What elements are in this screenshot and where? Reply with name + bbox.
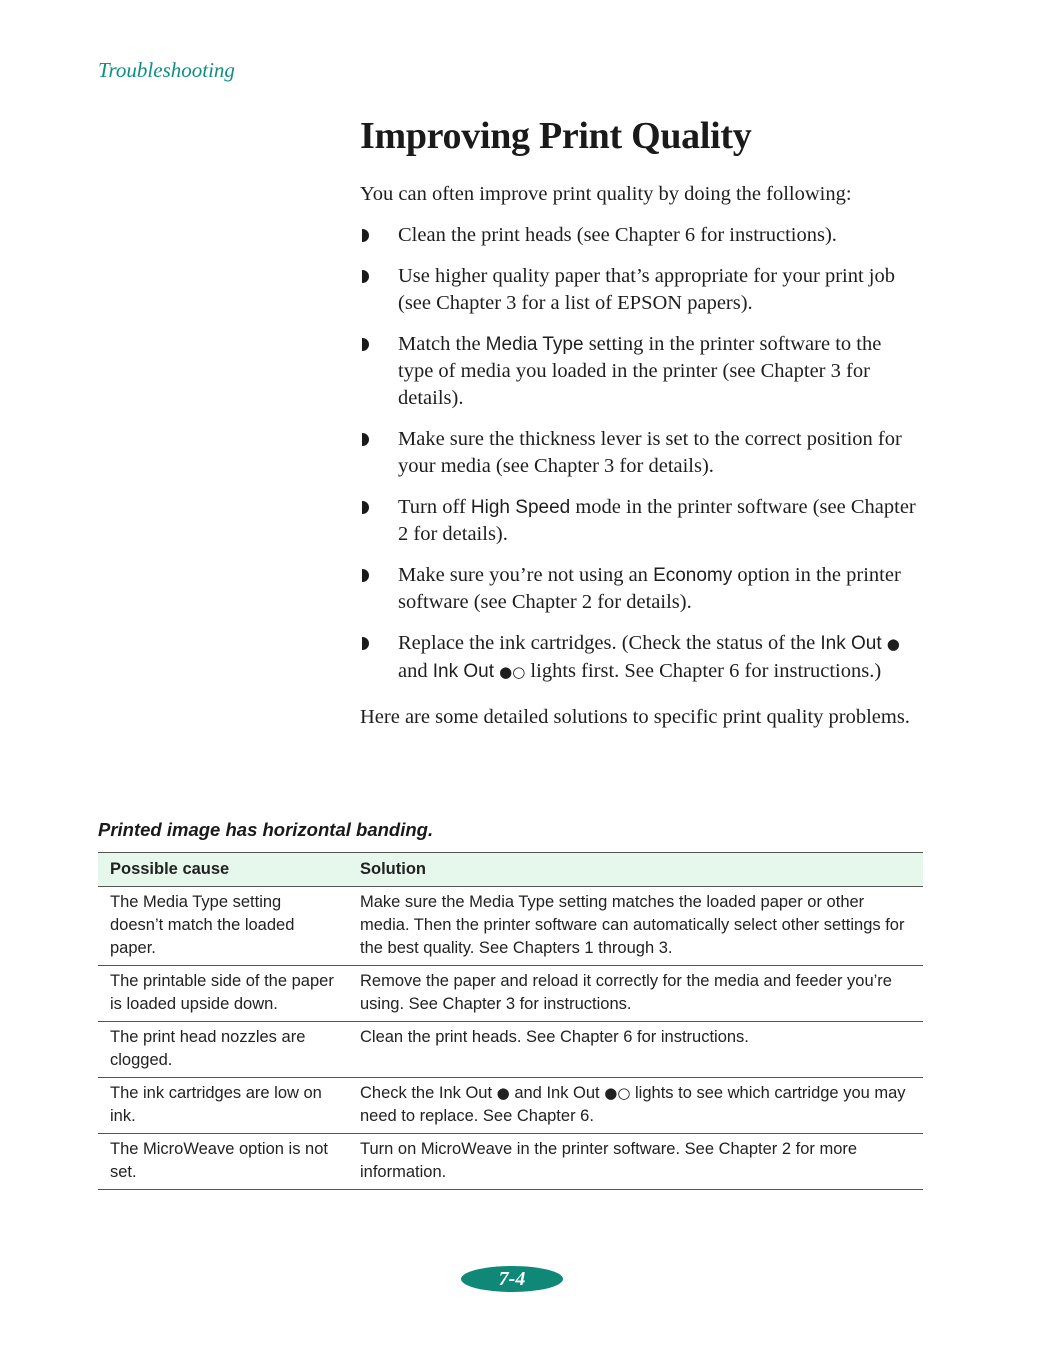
bullet-icon	[362, 433, 369, 446]
list-item: Make sure you’re not using an Economy option in the printer software (see Chapter 2 for details).	[360, 562, 920, 616]
black-ink-drop-icon: ●	[496, 1084, 510, 1102]
intro-paragraph: You can often improve print quality by doing the following:	[360, 183, 852, 205]
list-item: Turn off High Speed mode in the printer software (see Chapter 2 for details).	[360, 494, 920, 548]
solution-cell: Check the Ink Out ● and Ink Out ●○ lights to see which cartridge you may need to replace. See Chapter 6.	[348, 1078, 923, 1134]
page-number-badge: 7-4	[461, 1266, 563, 1292]
table-row	[98, 966, 923, 1022]
table-row	[98, 887, 923, 966]
list-item: Clean the print heads (see Chapter 6 for instructions).	[360, 222, 920, 249]
cause-cell: The print head nozzles are clogged.	[98, 1022, 348, 1078]
color-ink-drops-icon: ●○	[499, 663, 526, 681]
economy-term: Economy	[653, 565, 733, 586]
solution-cell: Clean the print heads. See Chapter 6 for instructions.	[348, 1022, 923, 1078]
media-type-term: Media Type	[485, 334, 584, 355]
outro-paragraph: Here are some detailed solutions to specific print quality problems.	[360, 706, 910, 728]
header-possible-cause: Possible cause	[98, 853, 348, 887]
bullet-icon	[362, 338, 369, 351]
list-item: Use higher quality paper that’s appropriate for your print job (see Chapter 3 for a list of EPSON papers).	[360, 263, 920, 317]
cause-cell: The Media Type setting doesn’t match the loaded paper.	[98, 887, 348, 966]
bullet-icon	[362, 229, 369, 242]
bullet-icon	[362, 501, 369, 514]
list-item: Make sure the thickness lever is set to the correct position for your media (see Chapter 3 for details).	[360, 426, 920, 480]
list-item: Match the Media Type setting in the printer software to the type of media you loaded in the printer (see Chapter 3 for details).	[360, 331, 920, 412]
cause-cell: The MicroWeave option is not set.	[98, 1134, 348, 1190]
ink-out-term: Ink Out	[432, 661, 494, 682]
page-title: Improving Print Quality	[360, 115, 752, 157]
header-solution: Solution	[348, 853, 923, 887]
table-row	[98, 1022, 923, 1078]
bullet-icon	[362, 270, 369, 283]
table-title: Printed image has horizontal banding.	[98, 819, 434, 840]
troubleshooting-table	[98, 852, 923, 1190]
cause-cell: The printable side of the paper is loaded upside down.	[98, 966, 348, 1022]
ink-out-term: Ink Out	[820, 633, 882, 654]
black-ink-drop-icon: ●	[886, 635, 900, 653]
tips-list	[360, 222, 920, 686]
cause-cell: The ink cartridges are low on ink.	[98, 1078, 348, 1134]
bullet-icon	[362, 637, 369, 650]
body-column	[360, 181, 920, 731]
list-item: Replace the ink cartridges. (Check the status of the Ink Out ● and Ink Out ●○ lights first. See Chapter 6 for instructions.)	[360, 630, 920, 686]
high-speed-term: High Speed	[470, 497, 571, 518]
color-ink-drops-icon: ●○	[604, 1084, 631, 1102]
solution-cell: Make sure the Media Type setting matches the loaded paper or other media. Then the printer software can automatically select other settings for the best quality. See Chapters 1 through 3.	[348, 887, 923, 966]
table-row	[98, 1078, 923, 1134]
solution-cell: Turn on MicroWeave in the printer software. See Chapter 2 for more information.	[348, 1134, 923, 1190]
table-header-row	[98, 853, 923, 887]
bullet-icon	[362, 569, 369, 582]
table-row	[98, 1134, 923, 1190]
solution-cell: Remove the paper and reload it correctly for the media and feeder you’re using. See Chapter 3 for instructions.	[348, 966, 923, 1022]
running-head: Troubleshooting	[98, 58, 235, 82]
